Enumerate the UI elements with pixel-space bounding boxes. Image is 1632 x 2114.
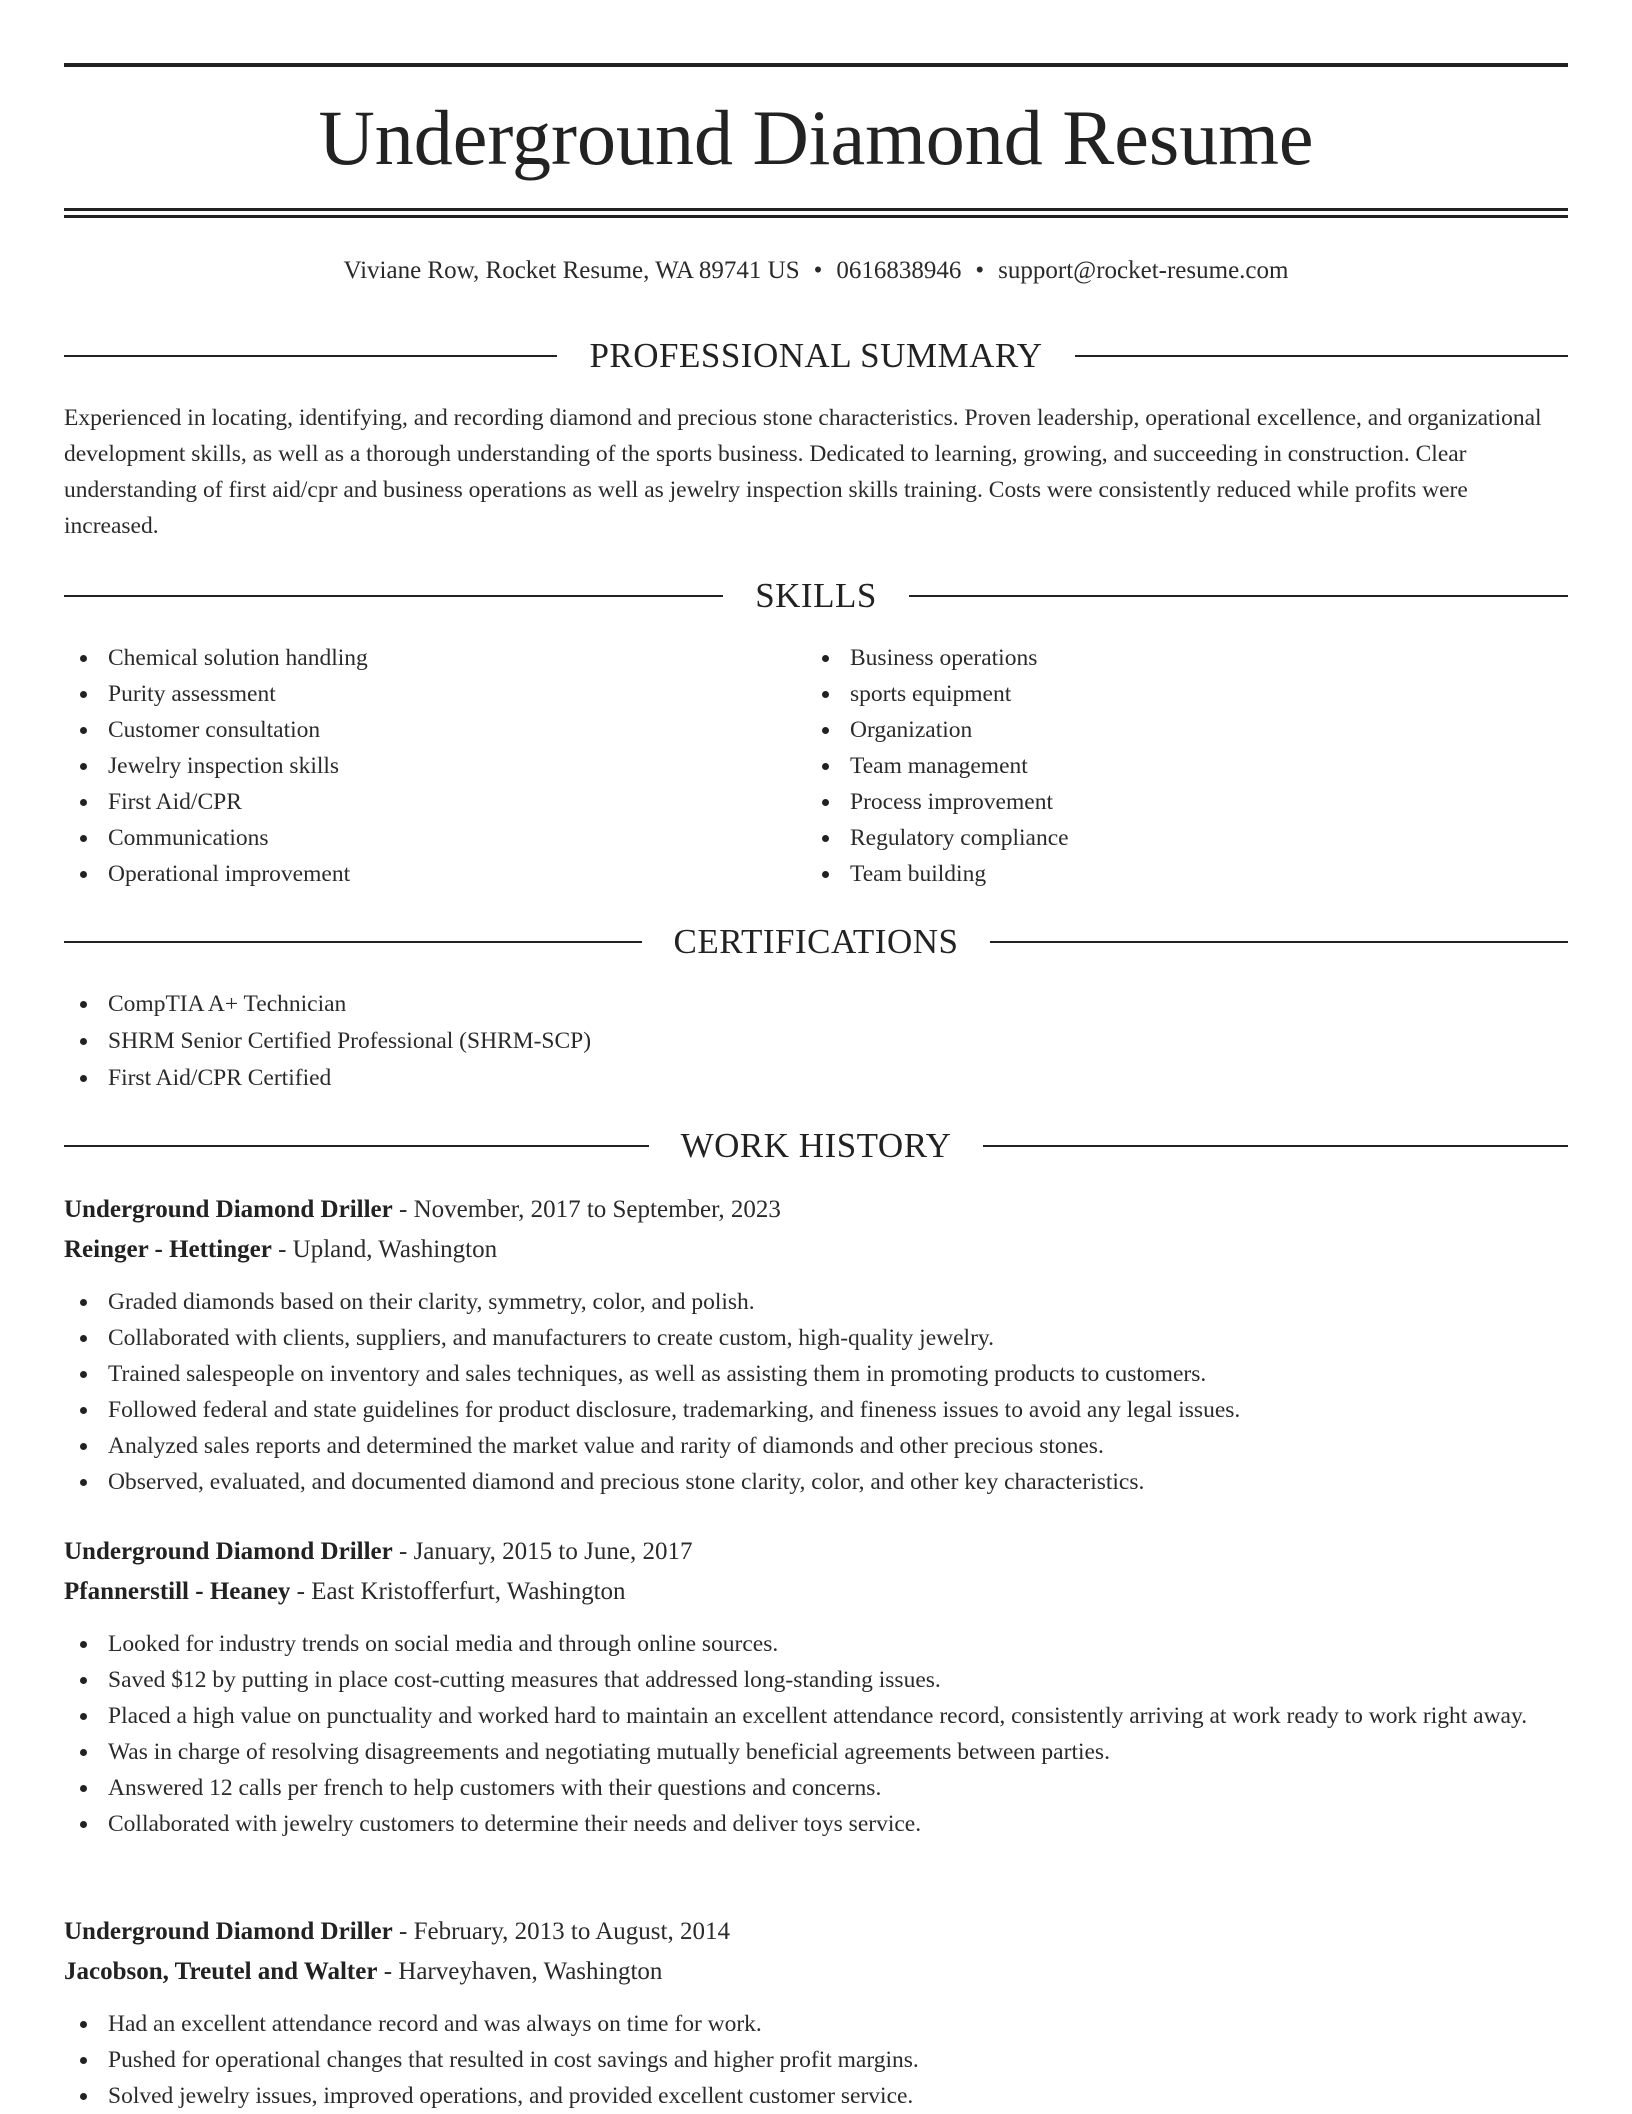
section-rule (909, 595, 1568, 597)
list-item: Operational improvement (64, 856, 764, 892)
job-role: Underground Diamond Driller (64, 1918, 393, 1945)
section-header-certifications (64, 920, 1568, 964)
contact-separator: • (813, 257, 823, 284)
dash-separator: - (271, 1236, 293, 1263)
section-rule (983, 1145, 1568, 1147)
certifications-list (64, 986, 1568, 1097)
summary-text: Experienced in locating, identifying, and recording diamond and precious stone characteristics. Proven leadership, operational excellence, and organizational development skills, as well as a thorough understanding of the sports business. Dedicated to learning, growing, and succeeding in construction. Clear understanding of first aid/cpr and business operations as well as jewelry inspection skills training. Costs were consistently reduced while profits were increased. (64, 405, 1542, 539)
section-rule (64, 941, 642, 943)
list-item: Process improvement (806, 784, 1506, 820)
list-item: Communications (64, 820, 764, 856)
list-item: Solved jewelry issues, improved operations, and provided excellent customer service. (64, 2078, 1568, 2114)
dash-separator: - (392, 1538, 414, 1565)
contact-email: support@rocket-resume.com (998, 257, 1289, 284)
list-item: First Aid/CPR (64, 784, 764, 820)
job-dates: February, 2013 to August, 2014 (413, 1918, 730, 1945)
job-company: Pfannerstill - Heaney (64, 1578, 291, 1605)
list-item: Graded diamonds based on their clarity, symmetry, color, and polish. (64, 1284, 1568, 1320)
list-item: Saved $12 by putting in place cost-cutting measures that addressed long-standing issues. (64, 1662, 1568, 1698)
section-rule (990, 941, 1568, 943)
section-header-summary (64, 334, 1568, 378)
section-rule (64, 1145, 649, 1147)
job-entry (64, 1532, 1568, 1842)
job-company-line (64, 1230, 1568, 1270)
list-item: Answered 12 calls per french to help customers with their questions and concerns. (64, 1770, 1568, 1806)
job-role: Underground Diamond Driller (64, 1538, 393, 1565)
list-item: sports equipment (806, 676, 1506, 712)
job-company-line (64, 1952, 1568, 1992)
job-title-line (64, 1912, 1568, 1952)
section-title: WORK HISTORY (680, 1126, 952, 1165)
job-location: Harveyhaven, Washington (398, 1958, 663, 1985)
list-item: Customer consultation (64, 712, 764, 748)
list-item: Was in charge of resolving disagreements and negotiating mutually beneficial agreements between parties. (64, 1734, 1568, 1770)
list-item: Chemical solution handling (64, 640, 764, 676)
list-item: SHRM Senior Certified Professional (SHRM-SCP) (64, 1023, 1568, 1060)
list-item: Team management (806, 748, 1506, 784)
job-bullets (64, 2006, 1568, 2114)
list-item: Collaborated with jewelry customers to determine their needs and deliver toys service. (64, 1806, 1568, 1842)
list-item: Pushed for operational changes that resulted in cost savings and higher profit margins. (64, 2042, 1568, 2078)
list-item: Team building (806, 856, 1506, 892)
job-role: Underground Diamond Driller (64, 1196, 393, 1223)
list-item: Followed federal and state guidelines for product disclosure, trademarking, and fineness issues to avoid any legal issues. (64, 1392, 1568, 1428)
job-location: Upland, Washington (292, 1236, 498, 1263)
section-title: PROFESSIONAL SUMMARY (589, 336, 1043, 375)
list-item: Business operations (806, 640, 1506, 676)
list-item: Regulatory compliance (806, 820, 1506, 856)
section-title: SKILLS (755, 576, 877, 615)
job-bullets (64, 1626, 1568, 1842)
dash-separator: - (377, 1958, 399, 1985)
job-title-line (64, 1532, 1568, 1572)
list-item: Observed, evaluated, and documented diamond and precious stone clarity, color, and other key characteristics. (64, 1464, 1568, 1500)
list-item: Trained salespeople on inventory and sales techniques, as well as assisting them in promoting products to customers. (64, 1356, 1568, 1392)
job-company: Reinger - Hettinger (64, 1236, 272, 1263)
job-location: East Kristofferfurt, Washington (311, 1578, 626, 1605)
contact-line (64, 254, 1568, 288)
list-item: First Aid/CPR Certified (64, 1060, 1568, 1097)
list-item: Analyzed sales reports and determined the market value and rarity of diamonds and other precious stones. (64, 1428, 1568, 1464)
top-rule (64, 63, 1568, 67)
dash-separator: - (290, 1578, 312, 1605)
dash-separator: - (392, 1196, 414, 1223)
section-rule (1075, 355, 1568, 357)
job-company-line (64, 1572, 1568, 1612)
section-header-skills (64, 574, 1568, 618)
list-item: Collaborated with clients, suppliers, and manufacturers to create custom, high-quality jewelry. (64, 1320, 1568, 1356)
contact-separator: • (975, 257, 985, 284)
contact-phone: 0616838946 (836, 257, 962, 284)
list-item: Organization (806, 712, 1506, 748)
skills-list-left (64, 640, 764, 892)
section-rule (64, 355, 557, 357)
section-rule (64, 595, 723, 597)
job-entry (64, 1912, 1568, 2114)
list-item: Placed a high value on punctuality and worked hard to maintain an excellent attendance record, consistently arriving at work ready to work right away. (64, 1698, 1568, 1734)
list-item: Looked for industry trends on social media and through online sources. (64, 1626, 1568, 1662)
job-bullets (64, 1284, 1568, 1500)
job-company: Jacobson, Treutel and Walter (64, 1958, 378, 1985)
title-double-rule (64, 208, 1568, 218)
list-item: Had an excellent attendance record and was always on time for work. (64, 2006, 1568, 2042)
contact-address: Viviane Row, Rocket Resume, WA 89741 US (343, 257, 800, 284)
list-item: Purity assessment (64, 676, 764, 712)
job-dates: January, 2015 to June, 2017 (413, 1538, 693, 1565)
job-entry (64, 1190, 1568, 1500)
resume-title: Underground Diamond Resume (318, 94, 1314, 181)
job-dates: November, 2017 to September, 2023 (413, 1196, 781, 1223)
job-title-line (64, 1190, 1568, 1230)
section-title: CERTIFICATIONS (673, 922, 959, 961)
list-item: CompTIA A+ Technician (64, 986, 1568, 1023)
section-header-work-history (64, 1124, 1568, 1168)
dash-separator: - (392, 1918, 414, 1945)
skills-list-right (806, 640, 1506, 892)
list-item: Jewelry inspection skills (64, 748, 764, 784)
